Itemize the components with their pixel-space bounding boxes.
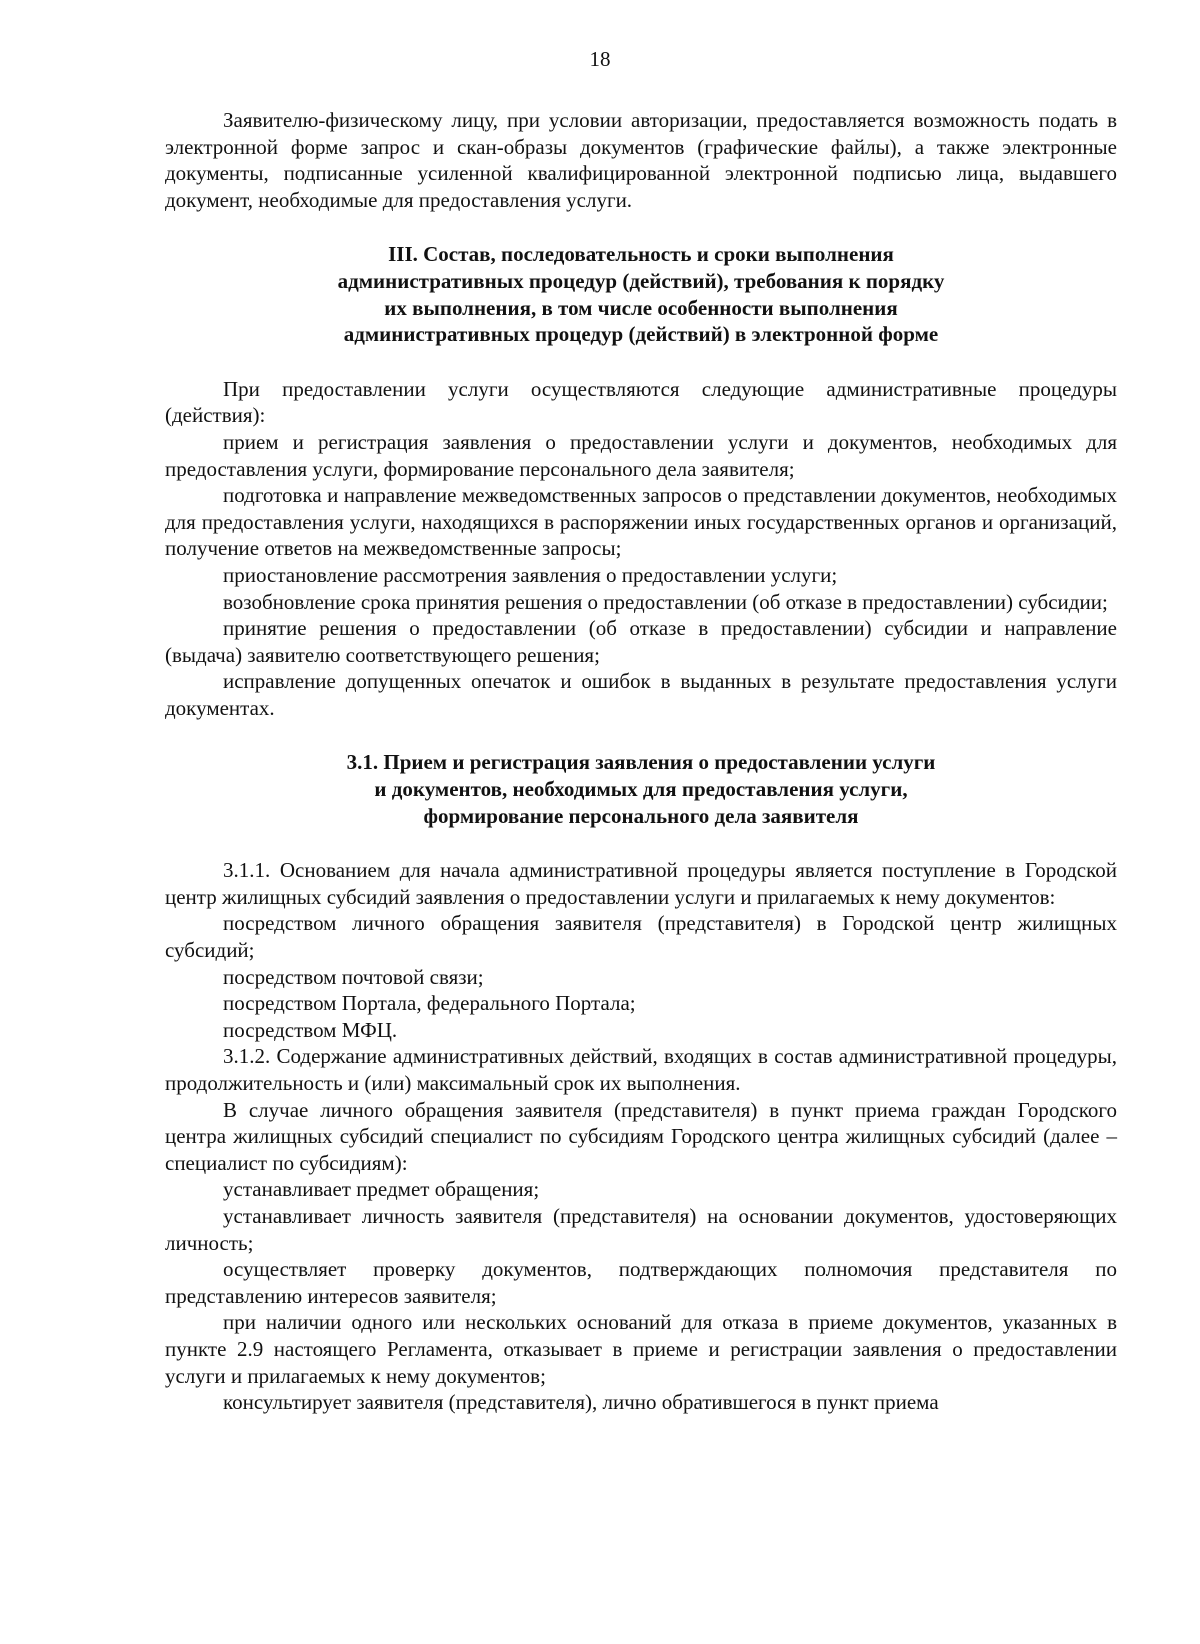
section-paragraph: посредством МФЦ. bbox=[223, 1017, 398, 1042]
section-3-heading-line: административных процедур (действий) в электронной форме bbox=[343, 322, 939, 347]
intro-paragraph: Заявителю-физическому лицу, при условии авторизации, предоставляется возможность подать в электронной форме запрос и скан-образы документов (графические файлы), а также электронные документы, подписанные усиленной квалифицированной электронной подписью лица, выдавшего документ, необходимые для предоставления услуги. bbox=[165, 108, 1117, 212]
section-paragraph: посредством Портала, федерального Портала; bbox=[223, 991, 636, 1016]
section-paragraph: посредством личного обращения заявителя (представителя) в Городской центр жилищных субсидий; bbox=[165, 911, 1117, 963]
section-paragraph: осуществляет проверку документов, подтверждающих полномочия представителя по представлению интересов заявителя; bbox=[165, 1257, 1117, 1308]
section-3-heading-line: их выполнения, в том числе особенности выполнения bbox=[384, 295, 898, 320]
page-number: 18 bbox=[589, 47, 611, 71]
procedure-item: принятие решения о предоставлении (об отказе в предоставлении) субсидии и направление (выдача) заявителю соответствующего решения; bbox=[165, 616, 1117, 667]
section-paragraph: посредством почтовой связи; bbox=[223, 964, 484, 989]
section-3-1-heading-line: и документов, необходимых для предоставления услуги, bbox=[374, 777, 908, 802]
procedure-item: прием и регистрация заявления о предоставлении услуги и документов, необходимых для предоставления услуги, формирование персонального дела заявителя; bbox=[165, 429, 1117, 481]
section-paragraph: при наличии одного или нескольких оснований для отказа в приеме документов, указанных в пункте 2.9 настоящего Регламента, отказывает в приеме и регистрации заявления о предоставлении услуги и прилагаемых к нему документов; bbox=[165, 1310, 1117, 1388]
section-paragraph: устанавливает предмет обращения; bbox=[223, 1177, 540, 1202]
procedure-item: возобновление срока принятия решения о предоставлении (об отказе в предоставлении) субсидии; bbox=[223, 589, 1108, 614]
section-paragraph: В случае личного обращения заявителя (представителя) в пункт приема граждан Городского центра жилищных субсидий специалист по субсидиям Городского центра жилищных субсидий (далее – специалист по субсидиям): bbox=[165, 1097, 1117, 1175]
section-paragraph: 3.1.2. Содержание административных действий, входящих в состав административной процедуры, продолжительность и (или) максимальный срок их выполнения. bbox=[165, 1044, 1117, 1095]
section-3-1-body bbox=[165, 857, 1117, 1415]
section-paragraph: 3.1.1. Основанием для начала административной процедуры является поступление в Городской центр жилищных субсидий заявления о предоставлении услуги и прилагаемых к нему документов: bbox=[165, 858, 1117, 909]
page-content bbox=[165, 107, 1117, 1416]
section-3-heading bbox=[165, 241, 1117, 347]
section-3-1-heading-line: 3.1. Прием и регистрация заявления о предоставлении услуги bbox=[346, 750, 936, 775]
section-3-heading-line: административных процедур (действий), требования к порядку bbox=[337, 268, 945, 293]
section-3-heading-line: III. Состав, последовательность и сроки выполнения bbox=[388, 242, 894, 267]
procedure-item: исправление допущенных опечаток и ошибок в выданных в результате предоставления услуги документах. bbox=[165, 669, 1117, 720]
procedure-item: приостановление рассмотрения заявления о предоставлении услуги; bbox=[223, 562, 838, 587]
section-3-1-heading-line: формирование персонального дела заявителя bbox=[423, 803, 859, 828]
section-3-body bbox=[165, 376, 1117, 722]
section-3-1-heading bbox=[165, 749, 1117, 829]
section-paragraph: консультирует заявителя (представителя), лично обратившегося в пункт приема bbox=[223, 1390, 939, 1415]
section-paragraph: устанавливает личность заявителя (представителя) на основании документов, удостоверяющих личность; bbox=[165, 1203, 1117, 1255]
procedure-item: подготовка и направление межведомственных запросов о представлении документов, необходимых для предоставления услуги, находящихся в распоряжении иных государственных органов и организаций, получение ответов на межведомственные запросы; bbox=[165, 483, 1117, 561]
procedures-lead: При предоставлении услуги осуществляются следующие административные процедуры (действия): bbox=[165, 376, 1117, 428]
